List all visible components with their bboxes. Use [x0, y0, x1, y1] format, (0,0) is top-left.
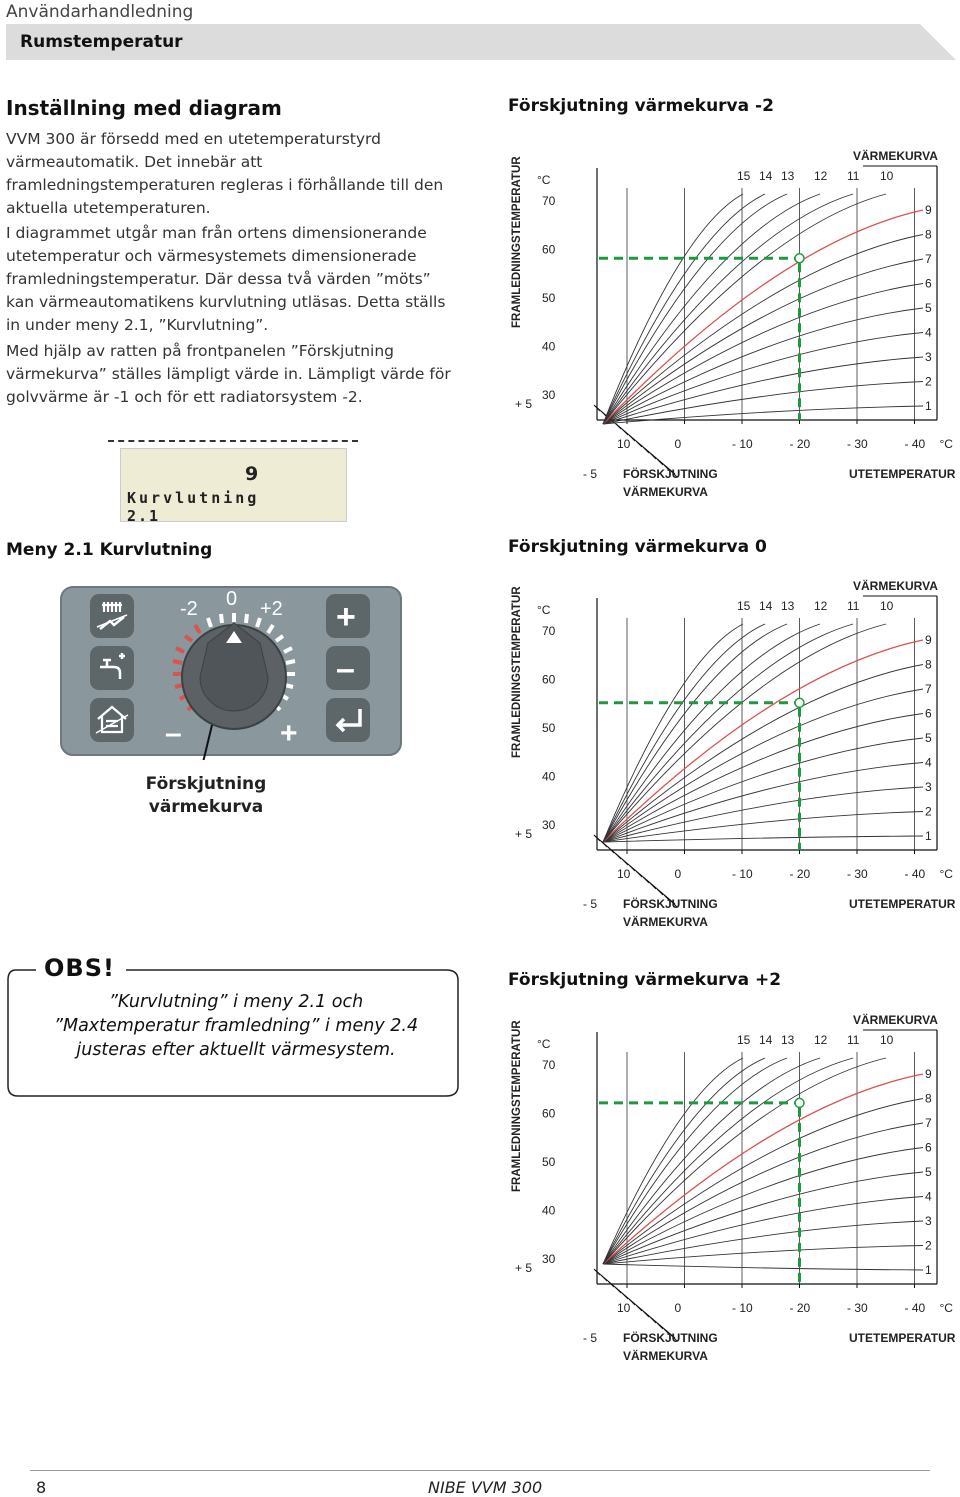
knob-mark-zero: 0: [226, 588, 238, 610]
x-unit-label: °C: [939, 437, 953, 451]
x-tick-label: - 20: [789, 437, 811, 451]
x-tick-label: 0: [674, 867, 682, 881]
document-header: Användarhandledning: [6, 2, 194, 22]
curve-label: 4: [925, 1189, 932, 1204]
curve-label: 9: [925, 1067, 932, 1081]
y-tick-label: 60: [542, 672, 556, 687]
x-tick-label: - 10: [732, 1301, 753, 1315]
y-axis-title: FRAMLEDNINGSTEMPERATUR: [511, 1020, 523, 1192]
heat-curve: [603, 194, 787, 424]
heat-curve: [603, 665, 923, 843]
shift-minus-label: - 5: [583, 1331, 598, 1345]
display-menu-number: 2.1: [127, 507, 161, 525]
knob-mark-minus2: -2: [180, 598, 198, 620]
chart-title-plus2: Förskjutning värmekurva +2: [508, 970, 782, 990]
x-tick-label: - 20: [789, 867, 811, 881]
heat-curve: [603, 333, 923, 425]
shift-minus-label: - 5: [583, 467, 598, 481]
shift-label-1: FÖRSKJUTNING: [623, 467, 718, 481]
y-tick-label: 70: [542, 624, 556, 639]
curve-label: 7: [925, 682, 932, 696]
x-tick-label: - 10: [732, 437, 753, 451]
x-tick-label: - 40: [904, 437, 926, 451]
x-axis-title: UTETEMPERATUR: [849, 467, 956, 481]
plus-button-label: +: [336, 598, 356, 636]
knob-caption-line2: värmekurva: [148, 797, 264, 817]
x-axis-title: UTETEMPERATUR: [849, 1331, 956, 1345]
curve-label: 14: [759, 1033, 773, 1047]
curve-label: 1: [925, 399, 932, 413]
y-unit-label: °C: [537, 1037, 551, 1051]
curve-label: 2: [925, 1238, 932, 1253]
curve-label: 7: [925, 1116, 932, 1130]
shift-label-2: VÄRMEKURVA: [623, 485, 708, 499]
heat-curve: [603, 836, 923, 842]
curve-label: 3: [925, 780, 932, 794]
x-tick-label: 10: [617, 867, 631, 881]
curve-label: 8: [925, 1091, 932, 1106]
curve-label: 9: [925, 633, 932, 647]
y-tick-label: 40: [542, 769, 556, 784]
heat-curve: [603, 1058, 886, 1264]
x-tick-label: - 20: [789, 1301, 811, 1315]
curve-label: 6: [925, 276, 932, 291]
heat-curve: [603, 284, 923, 425]
heat-curve: [603, 194, 820, 424]
heat-curve-chart-zero: [505, 568, 960, 942]
shift-scale-line: [595, 1270, 675, 1338]
section-bar: [6, 24, 956, 60]
knob-mark-plus: +: [280, 717, 298, 750]
section-title: Rumstemperatur: [20, 32, 183, 52]
x-axis-title: UTETEMPERATUR: [849, 897, 956, 911]
heat-curve: [603, 1058, 853, 1264]
y-tick-label: 70: [542, 1058, 556, 1073]
menu-caption: Meny 2.1 Kurvlutning: [6, 540, 213, 560]
obs-text: ”Kurvlutning” i meny 2.1 och ”Maxtemperatur framledning” i meny 2.4 justeras efter aktuellt värmesystem.: [53, 992, 419, 1060]
heat-curve: [603, 194, 886, 424]
intro-paragraph-2: I diagrammet utgår man från ortens dimensionerande utetemperatur och värmesystemets dimensionerade framledningstemperatur. Där dessa två värden ”möts” kan värmeautomatikens kurvlutning utläsas. Detta ställs in under meny 2.1, ”Kurvlutning”.: [6, 224, 446, 334]
x-tick-label: 10: [617, 1301, 631, 1315]
curve-label: 1: [925, 1263, 932, 1277]
display-lcd: [120, 448, 347, 525]
curve-header-label: VÄRMEKURVA: [853, 579, 938, 593]
footer-divider: [30, 1470, 930, 1471]
curve-label: 15: [737, 169, 751, 183]
curve-label: 4: [925, 325, 932, 340]
shift-plus-label: + 5: [515, 827, 533, 841]
curve-label: 3: [925, 350, 932, 364]
curve-header-label: VÄRMEKURVA: [853, 1013, 938, 1027]
shift-scale-line: [595, 836, 675, 904]
curve-label: 5: [925, 731, 932, 745]
footer-brand: NIBE VVM 300: [428, 1478, 543, 1497]
intro-heading: Inställning med diagram: [6, 96, 282, 120]
section-bar-corner: [920, 24, 956, 60]
chart-title-minus2: Förskjutning värmekurva -2: [508, 96, 774, 116]
plus-button[interactable]: [326, 594, 370, 638]
shift-plus-label: + 5: [515, 397, 533, 411]
curve-label: 4: [925, 755, 932, 770]
heat-curve: [603, 1264, 923, 1270]
curve-label: 13: [781, 1033, 795, 1047]
x-tick-label: - 10: [732, 867, 753, 881]
heat-curve-highlighted: [603, 640, 923, 842]
curve-label: 9: [925, 203, 932, 217]
heating-mode-button[interactable]: [90, 698, 134, 742]
curve-label: 13: [781, 599, 795, 613]
heat-curve: [603, 1172, 923, 1264]
y-tick-label: 70: [542, 194, 556, 209]
curve-label: 10: [880, 169, 894, 183]
heat-curve: [603, 787, 923, 842]
y-tick-label: 30: [542, 1251, 556, 1266]
x-unit-label: °C: [939, 867, 953, 881]
curve-label: 5: [925, 301, 932, 315]
heat-curve: [603, 308, 923, 424]
x-tick-label: 10: [617, 437, 631, 451]
operating-point: [795, 1098, 804, 1107]
curve-label: 10: [880, 599, 894, 613]
shift-plus-label: + 5: [515, 1261, 533, 1275]
minus-button-label: –: [336, 650, 355, 688]
intro-paragraph-3: Med hjälp av ratten på frontpanelen ”Förskjutning värmekurva” ställes lämpligt värde in. Lämpligt värde för golvvärme är -1 och för ett radiatorsystem -2.: [6, 342, 451, 406]
heat-curve: [603, 259, 923, 424]
y-tick-label: 40: [542, 1203, 556, 1218]
y-tick-label: 60: [542, 242, 556, 257]
knob-mark-minus: –: [165, 717, 182, 750]
curve-label: 11: [847, 1033, 860, 1047]
y-tick-label: 50: [542, 721, 556, 735]
page-number: 8: [36, 1478, 47, 1497]
heat-curve-chart-minus2: [505, 138, 960, 512]
knob-caption-line1: Förskjutning: [145, 774, 267, 794]
hot-water-button[interactable]: [90, 646, 134, 690]
operating-point: [795, 254, 804, 263]
heat-curve: [603, 624, 787, 842]
curve-label: 12: [814, 169, 828, 183]
x-tick-label: - 30: [847, 1301, 868, 1315]
front-panel: [60, 585, 405, 764]
curve-label: 6: [925, 1140, 932, 1155]
x-tick-label: - 40: [904, 867, 926, 881]
y-tick-label: 30: [542, 387, 556, 402]
heat-curve: [603, 235, 923, 425]
curve-label: 2: [925, 374, 932, 389]
y-tick-label: 40: [542, 339, 556, 354]
y-axis-title: FRAMLEDNINGSTEMPERATUR: [511, 586, 523, 758]
curve-label: 11: [847, 599, 860, 613]
heat-curve: [603, 1058, 743, 1264]
heat-curve: [603, 1058, 787, 1264]
heat-curve: [603, 624, 820, 842]
curve-label: 8: [925, 227, 932, 242]
curve-label: 15: [737, 599, 751, 613]
heat-curve: [603, 714, 923, 843]
y-tick-label: 50: [542, 291, 556, 305]
y-unit-label: °C: [537, 173, 551, 187]
curve-label: 12: [814, 599, 828, 613]
heat-curve: [603, 1123, 923, 1264]
x-tick-label: - 30: [847, 437, 868, 451]
curve-label: 5: [925, 1165, 932, 1179]
y-tick-label: 30: [542, 817, 556, 832]
display-screen: [108, 440, 358, 525]
offset-knob[interactable]: [182, 623, 286, 729]
shift-label-2: VÄRMEKURVA: [623, 1349, 708, 1363]
minus-button[interactable]: [326, 646, 370, 690]
shift-label-1: FÖRSKJUTNING: [623, 1331, 718, 1345]
y-unit-label: °C: [537, 603, 551, 617]
curve-label: 10: [880, 1033, 894, 1047]
display-value: 9: [245, 463, 259, 485]
obs-label: OBS!: [44, 954, 115, 982]
curve-label: 11: [847, 169, 860, 183]
knob-mark-plus2: +2: [260, 598, 283, 620]
heat-curve: [603, 1099, 923, 1265]
y-axis-title: FRAMLEDNINGSTEMPERATUR: [511, 156, 523, 328]
enter-button[interactable]: [326, 698, 370, 742]
curve-label: 15: [737, 1033, 751, 1047]
curve-label: 2: [925, 804, 932, 819]
x-tick-label: 0: [674, 437, 682, 451]
display-label: Kurvlutning: [127, 489, 260, 507]
intro-paragraph-1: VVM 300 är försedd med en utetemperaturstyrd värmeautomatik. Det innebär att framledningstemperaturen regleras i förhållande till den aktuella utetemperaturen.: [6, 130, 444, 217]
knob-caption: [106, 773, 306, 819]
y-tick-label: 60: [542, 1106, 556, 1121]
curve-header-label: VÄRMEKURVA: [853, 149, 938, 163]
operating-point: [795, 698, 804, 707]
x-unit-label: °C: [939, 1301, 953, 1315]
x-tick-label: - 40: [904, 1301, 926, 1315]
shift-minus-label: - 5: [583, 897, 598, 911]
curve-label: 8: [925, 657, 932, 672]
curve-label: 7: [925, 252, 932, 266]
curve-label: 14: [759, 599, 773, 613]
display-dashed-border: [108, 440, 358, 442]
shift-label-2: VÄRMEKURVA: [623, 915, 708, 929]
curve-label: 13: [781, 169, 795, 183]
heat-curve: [603, 812, 923, 843]
heat-curve-chart-plus2: [505, 1002, 960, 1376]
curve-label: 14: [759, 169, 773, 183]
heat-curve: [603, 624, 853, 842]
radiator-mode-button[interactable]: [90, 594, 134, 638]
shift-label-1: FÖRSKJUTNING: [623, 897, 718, 911]
x-tick-label: 0: [674, 1301, 682, 1315]
curve-label: 12: [814, 1033, 828, 1047]
curve-label: 1: [925, 829, 932, 843]
x-tick-label: - 30: [847, 867, 868, 881]
chart-title-zero: Förskjutning värmekurva 0: [508, 537, 767, 557]
curve-label: 6: [925, 706, 932, 721]
obs-note: [6, 954, 460, 1096]
curve-label: 3: [925, 1214, 932, 1228]
y-tick-label: 50: [542, 1155, 556, 1169]
